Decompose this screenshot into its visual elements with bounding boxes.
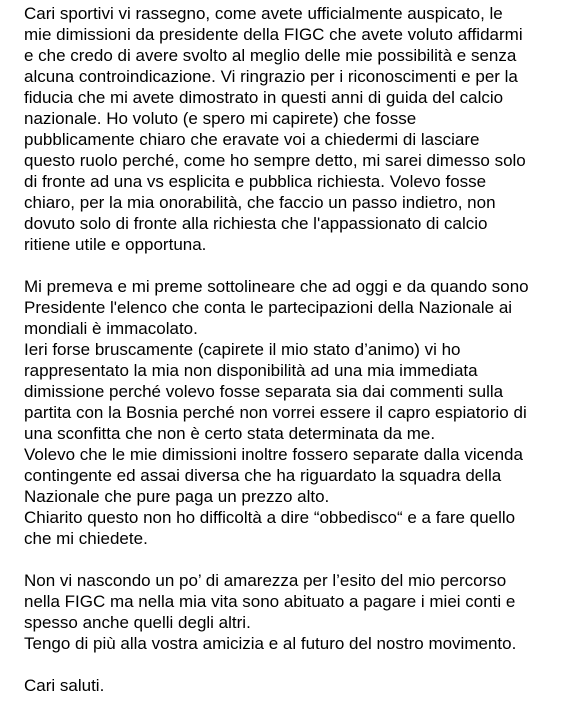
text-line: Volevo che le mie dimissioni inoltre fossero separate dalla vicenda (24, 445, 523, 464)
text-line: Nazionale che pure paga un prezzo alto. (24, 487, 330, 506)
text-line: ritiene utile e opportuna. (24, 235, 207, 254)
text-line: Tengo di più alla vostra amicizia e al futuro del nostro movimento. (24, 634, 517, 653)
text-line: pubblicamente chiaro che eravate voi a chiedermi di lasciare (24, 130, 480, 149)
text-line: mie dimissioni da presidente della FIGC che avete voluto affidarmi (24, 25, 523, 44)
text-line: nazionale. Ho voluto (e spero mi capirete) che fosse (24, 109, 417, 128)
text-line: Ieri forse bruscamente (capirete il mio stato d’animo) vi ho (24, 340, 461, 359)
text-line: chiaro, per la mia onorabilità, che faccio un passo indietro, non (24, 193, 496, 212)
text-line: dimissione perché volevo fosse separata sia dai commenti sulla (24, 382, 504, 401)
closing-salutation (24, 675, 569, 696)
paragraph-1 (24, 3, 569, 255)
letter-body (24, 3, 569, 696)
text-line: contingente ed assai diversa che ha riguardato la squadra della (24, 466, 502, 485)
text-line: Presidente l'elenco che conta le partecipazioni della Nazionale ai (24, 298, 513, 317)
text-line: che mi chiedete. (24, 529, 148, 548)
text-line: rappresentato la mia non disponibilità ad una mia immediata (24, 361, 478, 380)
text-line: Non vi nascondo un po’ di amarezza per l’esito del mio percorso (24, 571, 507, 590)
text-line: Cari sportivi vi rassegno, come avete ufficialmente auspicato, le (24, 4, 503, 23)
paragraph-3 (24, 570, 569, 654)
text-line: di fronte ad una vs esplicita e pubblica richiesta. Volevo fosse (24, 172, 487, 191)
text-line: Cari saluti. (24, 676, 105, 695)
text-line: e che credo di avere svolto al meglio delle mie possibilità e senza (24, 46, 517, 65)
paragraph-spacer (24, 549, 569, 570)
text-line: Mi premeva e mi preme sottolineare che ad oggi e da quando sono (24, 277, 529, 296)
text-line: Chiarito questo non ho difficoltà a dire “obbedisco“ e a fare quello (24, 508, 516, 527)
text-line: spesso anche quelli degli altri. (24, 613, 251, 632)
text-line: alcuna controindicazione. Vi ringrazio per i riconoscimenti e per la (24, 67, 518, 86)
text-line: nella FIGC ma nella mia vita sono abituato a pagare i miei conti e (24, 592, 516, 611)
text-line: dovuto solo di fronte alla richiesta che l'appassionato di calcio (24, 214, 488, 233)
text-line: partita con la Bosnia perché non vorrei essere il capro espiatorio di (24, 403, 527, 422)
paragraph-spacer (24, 255, 569, 276)
text-line: mondiali è immacolato. (24, 319, 198, 338)
paragraph-2 (24, 276, 569, 549)
text-line: fiducia che mi avete dimostrato in questi anni di guida del calcio (24, 88, 504, 107)
paragraph-spacer (24, 654, 569, 675)
text-line: questo ruolo perché, come ho sempre detto, mi sarei dimesso solo (24, 151, 526, 170)
text-line: una sconfitta che non è certo stata determinata da me. (24, 424, 436, 443)
